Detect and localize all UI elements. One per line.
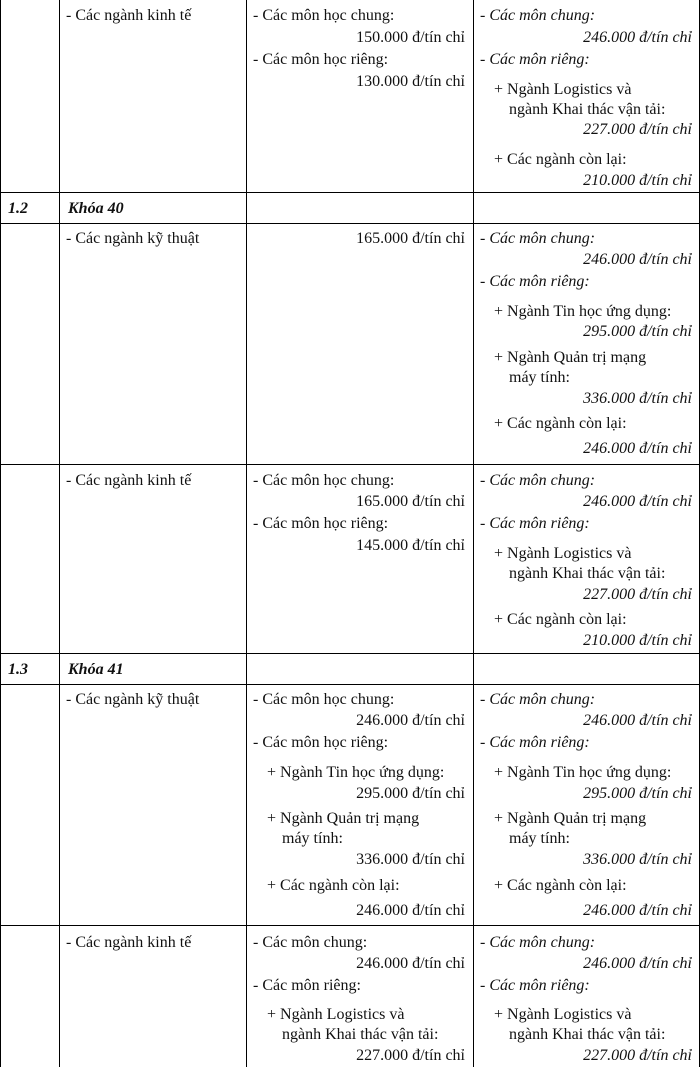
row-label: - Các ngành kỹ thuật <box>66 230 200 247</box>
text-line: - Các môn học riêng: <box>253 734 389 751</box>
top-col2: - Các ngành kinh tế <box>66 7 192 24</box>
text-line: 295.000 đ/tín chỉ <box>583 323 692 340</box>
row-label: - Các ngành kinh tế <box>66 472 192 489</box>
text-line: 246.000 đ/tín chỉ <box>583 902 692 919</box>
text-line: + Ngành Quản trị mạng <box>267 810 420 827</box>
text-line: + Các ngành còn lại: <box>494 415 627 432</box>
row-line <box>0 464 700 465</box>
text-line: 130.000 đ/tín chỉ <box>356 73 465 90</box>
text-line: + Các ngành còn lại: <box>494 151 627 168</box>
row-line <box>0 192 700 193</box>
row-line <box>0 653 700 654</box>
text-line: - Các môn chung: <box>480 230 596 247</box>
text-line: + Ngành Logistics và <box>494 81 632 98</box>
text-line: máy tính: <box>509 369 570 386</box>
row-line <box>0 925 700 926</box>
row-line <box>0 684 700 685</box>
row-label: - Các ngành kỹ thuật <box>66 691 200 708</box>
text-line: 210.000 đ/tín chỉ <box>583 172 692 189</box>
row-label: - Các ngành kinh tế <box>66 934 192 951</box>
text-line: - Các môn riêng: <box>480 51 590 68</box>
text-line: 246.000 đ/tín chỉ <box>356 902 465 919</box>
text-line: 246.000 đ/tín chỉ <box>356 955 465 972</box>
text-line: 145.000 đ/tín chỉ <box>356 537 465 554</box>
text-line: + Ngành Quản trị mạng <box>494 349 647 366</box>
text-line: - Các môn riêng: <box>480 515 590 532</box>
text-line: 246.000 đ/tín chỉ <box>583 29 692 46</box>
text-line: - Các môn học chung: <box>253 7 395 24</box>
text-line: ngành Khai thác vận tải: <box>509 565 666 582</box>
text-line: ngành Khai thác vận tải: <box>509 1026 666 1043</box>
text-line: 246.000 đ/tín chỉ <box>583 712 692 729</box>
text-line: + Ngành Tin học ứng dụng: <box>267 764 445 781</box>
text-line: - Các môn học chung: <box>253 691 395 708</box>
text-line: + Các ngành còn lại: <box>494 877 627 894</box>
row-line <box>0 223 700 224</box>
col-line <box>246 0 247 1067</box>
text-line: + Ngành Logistics và <box>267 1006 405 1023</box>
text-line: máy tính: <box>509 830 570 847</box>
text-line: 295.000 đ/tín chỉ <box>583 785 692 802</box>
text-line: 246.000 đ/tín chỉ <box>356 712 465 729</box>
text-line: 227.000 đ/tín chỉ <box>583 1047 692 1064</box>
text-line: 227.000 đ/tín chỉ <box>356 1047 465 1064</box>
text-line: - Các môn học riêng: <box>253 515 389 532</box>
text-line: 246.000 đ/tín chỉ <box>583 440 692 457</box>
text-line: - Các môn riêng: <box>480 977 590 994</box>
text-line: - Các môn chung: <box>253 934 368 951</box>
text-line: 295.000 đ/tín chỉ <box>356 785 465 802</box>
text-line: 336.000 đ/tín chỉ <box>583 851 692 868</box>
text-line: + Ngành Logistics và <box>494 545 632 562</box>
text-line: 246.000 đ/tín chỉ <box>583 493 692 510</box>
text-line: 336.000 đ/tín chỉ <box>356 851 465 868</box>
section-title: Khóa 40 <box>68 200 124 217</box>
text-line: - Các môn riêng: <box>480 273 590 290</box>
text-line: + Các ngành còn lại: <box>267 877 400 894</box>
col-line <box>59 0 60 1067</box>
text-line: + Ngành Logistics và <box>494 1006 632 1023</box>
text-line: 246.000 đ/tín chỉ <box>583 955 692 972</box>
col-line <box>0 0 1 1067</box>
text-line: - Các môn chung: <box>480 691 596 708</box>
text-line: - Các môn riêng: <box>253 977 361 994</box>
text-line: + Ngành Tin học ứng dụng: <box>494 303 672 320</box>
text-line: - Các môn chung: <box>480 934 596 951</box>
text-line: + Ngành Quản trị mạng <box>494 810 647 827</box>
text-line: 165.000 đ/tín chỉ <box>356 493 465 510</box>
text-line: ngành Khai thác vận tải: <box>282 1026 439 1043</box>
text-line: - Các môn học chung: <box>253 472 395 489</box>
col-line <box>473 0 474 1067</box>
text-line: 227.000 đ/tín chỉ <box>583 586 692 603</box>
text-line: + Ngành Tin học ứng dụng: <box>494 764 672 781</box>
section-number: 1.2 <box>8 200 28 217</box>
text-line: - Các môn học riêng: <box>253 51 389 68</box>
text-line: 210.000 đ/tín chỉ <box>583 632 692 649</box>
text-line: - Các môn chung: <box>480 472 596 489</box>
text-line: - Các môn chung: <box>480 7 596 24</box>
text-line: 246.000 đ/tín chỉ <box>583 251 692 268</box>
text-line: - Các môn riêng: <box>480 734 590 751</box>
text-line: máy tính: <box>282 830 343 847</box>
text-line: ngành Khai thác vận tải: <box>509 101 666 118</box>
text-line: 336.000 đ/tín chỉ <box>583 390 692 407</box>
fee-value: 165.000 đ/tín chỉ <box>356 230 465 247</box>
text-line: 227.000 đ/tín chỉ <box>583 121 692 138</box>
text-line: + Các ngành còn lại: <box>494 611 627 628</box>
section-title: Khóa 41 <box>68 661 124 678</box>
section-number: 1.3 <box>8 661 28 678</box>
text-line: 150.000 đ/tín chỉ <box>356 29 465 46</box>
